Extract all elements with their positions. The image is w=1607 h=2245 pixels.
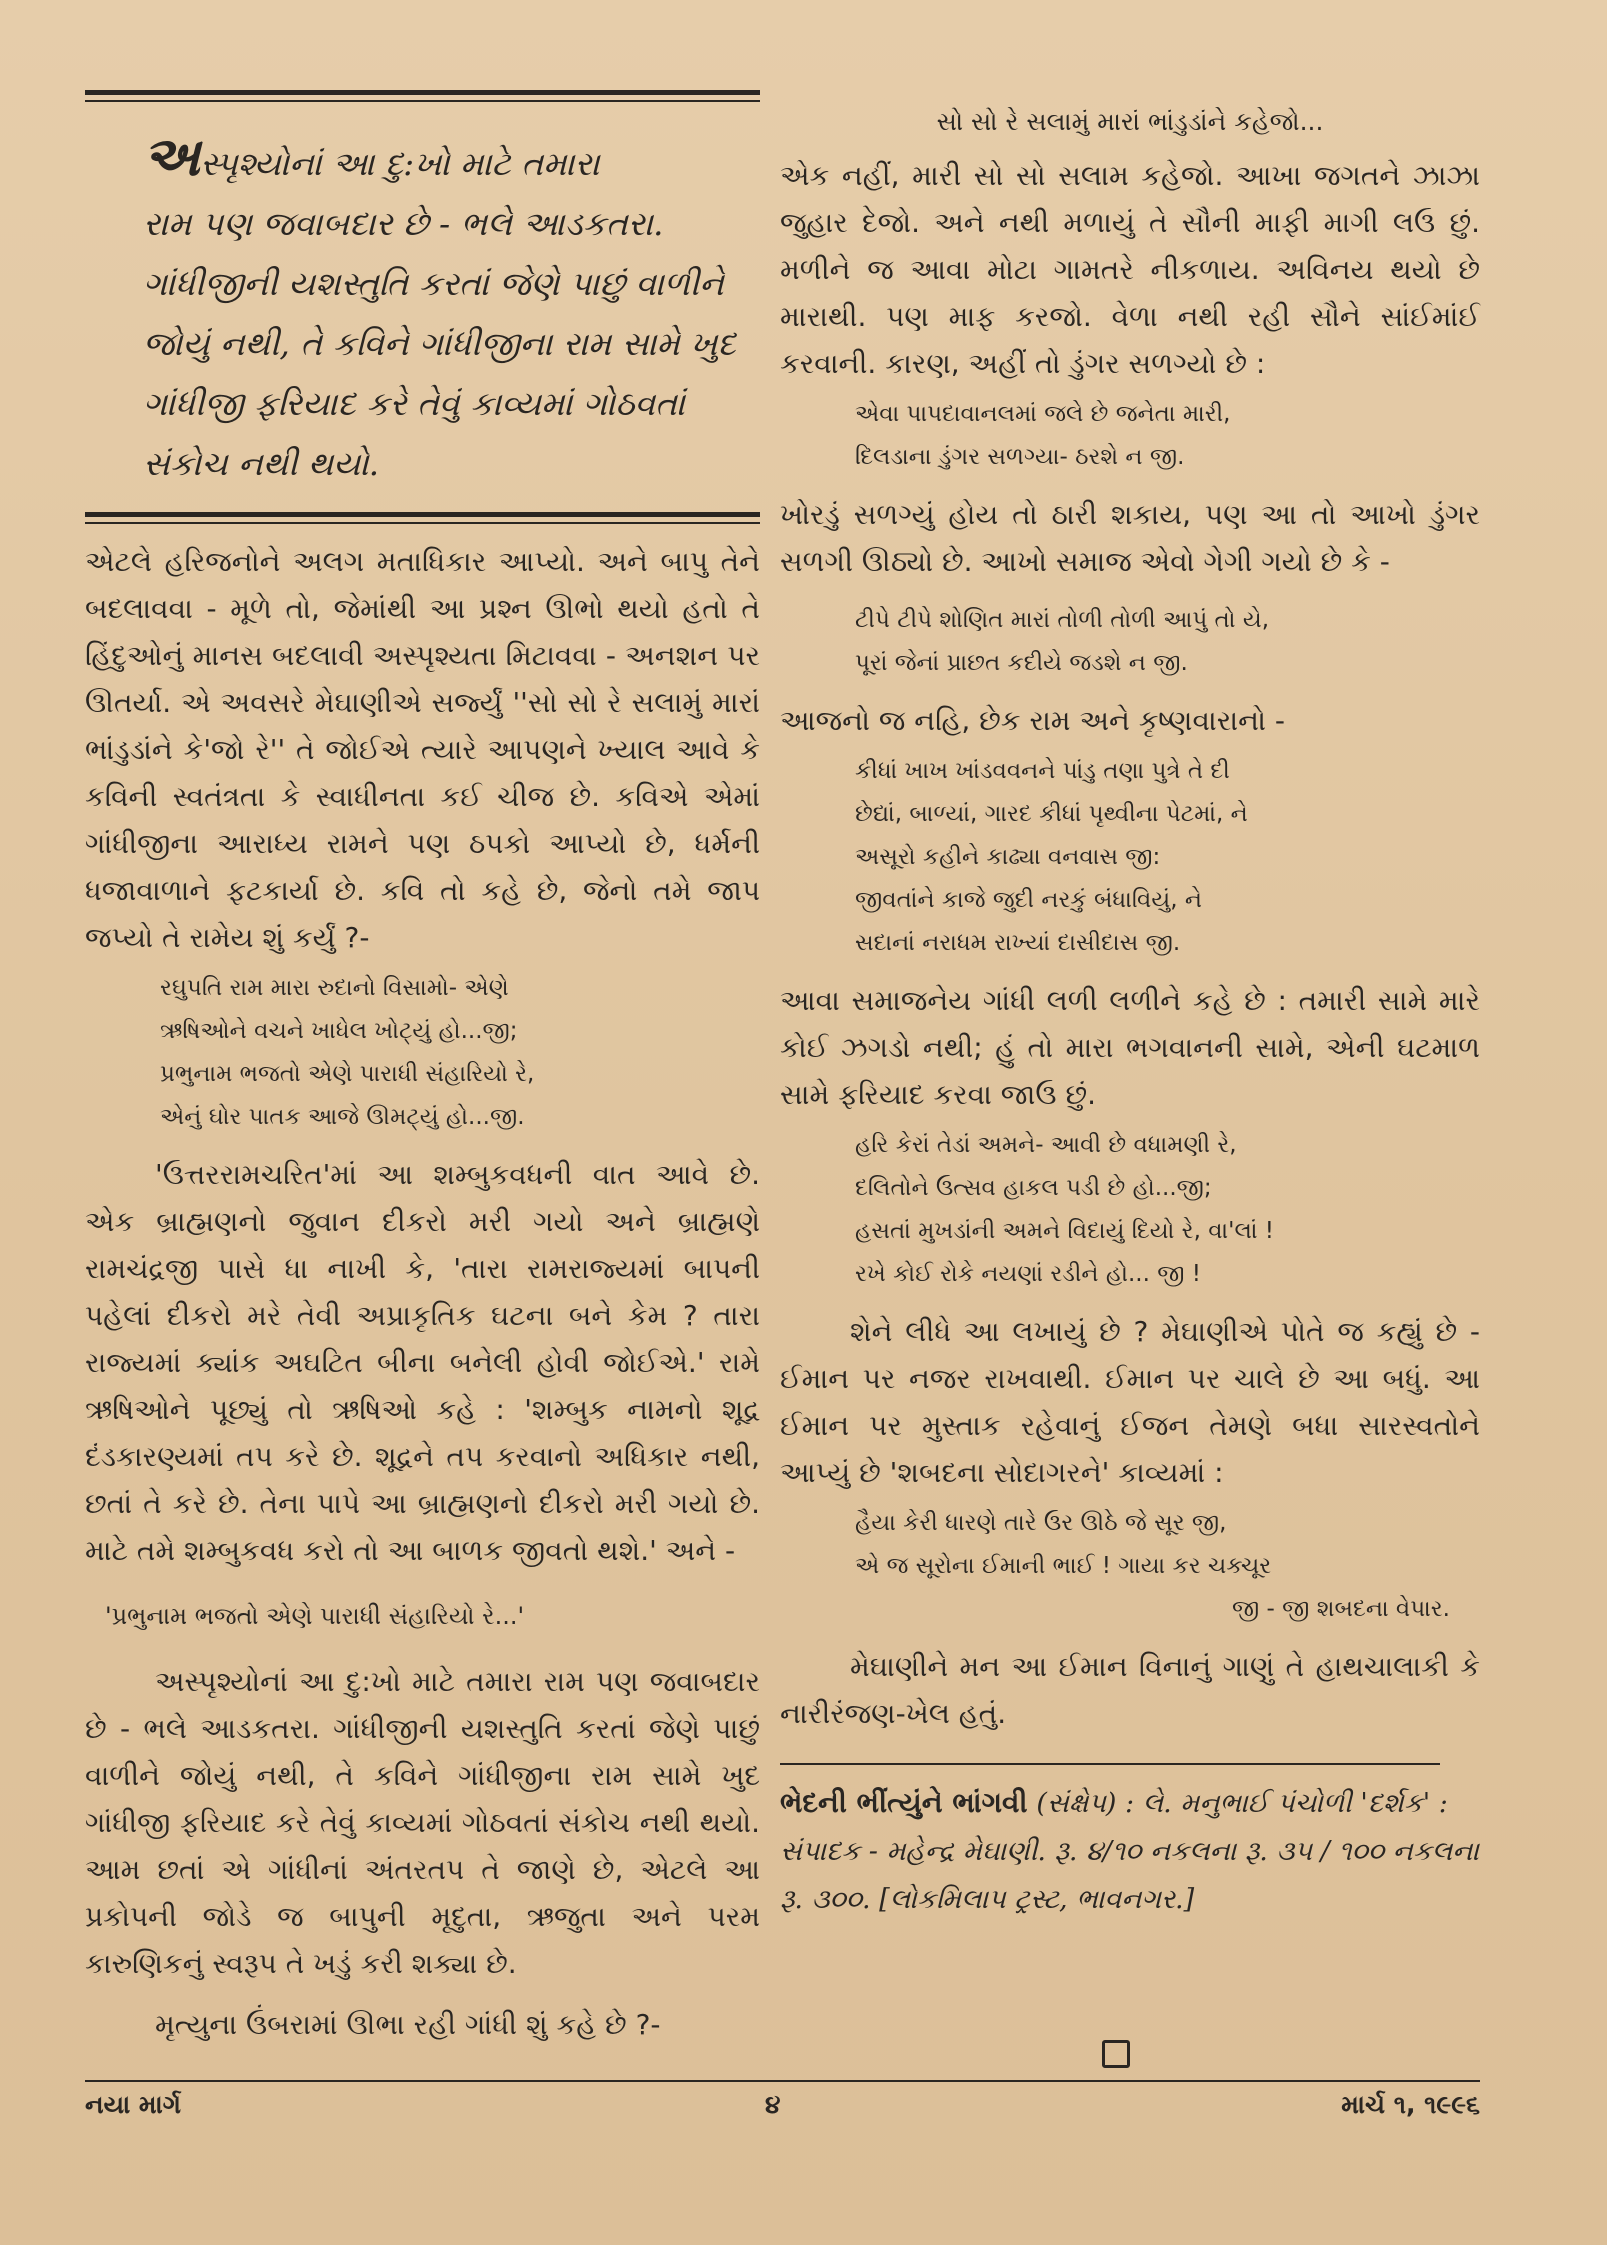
pull-quote-line: ગાંધીજીની યશસ્તુતિ કરતાં જેણે પાછું વાળીને [143,264,724,303]
left-column [85,90,760,2048]
magazine-name: નયા માર્ગ [85,2090,181,2119]
verse-line: હૈયા કેરી ધારણે તારે ઉર ઊઠે જે સૂર જી, [855,1510,1227,1536]
verse-line: એ જ સૂરોના ઈમાની ભાઈ ! ગાયા કર ચક્ચૂર [855,1553,1272,1579]
paragraph: આજનો જ નહિ, છેક રામ અને કૃષ્ણવારાનો - [780,704,1285,737]
paragraph: એટલે હરિજનોને અલગ મતાધિકાર આપ્યો. અને બાપુ તેને બદલાવવા - મૂળે તો, જેમાંથી આ પ્રશ્ન ઊભો થયો હતો તે હિંદુઓનું માનસ બદલાવી અસ્પૃશ્યતા મિટાવવા - અનશન પર ઊતર્યા. એ અવસરે મેઘાણીએ સર્જ્યું ''સો સો રે સલામું મારાં ભાંડુડાંને કે'જો રે'' તે જોઈએ ત્યારે આપણને ખ્યાલ આવે કે કવિની સ્વતંત્રતા કે સ્વાધીનતા કઈ ચીજ છે. કવિએ એમાં ગાંધીજીના આરાધ્ય રામને પણ ઠપકો આપ્યો છે, ધર્મની ધજાવાળાને ફટકાર્યા છે. કવિ તો કહે છે, જેનો તમે જાપ જપ્યો તે રામેય શું કર્યું ?- [85,545,760,954]
verse-line: હસતાં મુખડાંની અમને વિદાયું દિયો રે, વા'લાં ! [855,1218,1275,1244]
verse [780,1502,1480,1631]
verse-line: દિલડાના ડુંગર સળગ્યા- ઠરશે ન જી. [855,444,1185,470]
verse [780,750,1480,965]
verse-line: ઋષિઓને વચને ખાધેલ ખોટ્યું હો...જી; [160,1018,518,1044]
paragraph: 'ઉત્તરરામચરિત'માં આ શમ્બુકવધની વાત આવે છે. એક બ્રાહ્મણનો જુવાન દીકરો મરી ગયો અને બ્રાહ્મણે રામચંદ્રજી પાસે ધા નાખી કે, 'તારા રામરાજ્યમાં બાપની પહેલાં દીકરો મરે તેવી અપ્રાકૃતિક ઘટના બને કેમ ? તારા રાજ્યમાં ક્યાંક અઘટિત બીના બનેલી હોવી જોઈએ.' રામે ઋષિઓને પૂછ્યું તો ઋષિઓ કહે : 'શમ્બુક નામનો શૂદ્ર દંડકારણ્યમાં તપ કરે છે. શૂદ્રને તપ કરવાનો અધિકાર નથી, છતાં તે કરે છે. તેના પાપે આ બ્રાહ્મણનો દીકરો મરી ગયો છે. માટે તમે શમ્બુકવધ કરો તો આ બાળક જીવતો થશે.' અને - [85,1158,760,1567]
verse-line: દલિતોને ઉત્સવ હાકલ પડી છે હો...જી; [855,1175,1212,1201]
paragraph: શેને લીધે આ લખાયું છે ? મેઘાણીએ પોતે જ કહ્યું છે - ઈમાન પર નજર રાખવાથી. ઈમાન પર ચાલે છે આ બધું. આ ઈમાન પર મુસ્તાક રહેવાનું ઈજન તેમણે બધા સારસ્વતોને આપ્યું છે 'શબદના સોદાગરને' કાવ્યમાં : [780,1315,1480,1489]
pull-quote-line: ગાંધીજી ફરિયાદ કરે તેવું કાવ્યમાં ગોઠવતાં [143,384,685,423]
verse-line: છેદ્યાં, બાળ્યાં, ગારદ કીધાં પૃથ્વીના પેટમાં, ને [855,801,1248,827]
verse-line: એનું ઘોર પાતક આજે ઊમટ્યું હો...જી. [160,1104,525,1130]
verse-line: હરિ કેરાં તેડાં અમને- આવી છે વધામણી રે, [855,1132,1237,1158]
book-title: ભેદની ભીંત્યુંને ભાંગવી [780,1786,1028,1819]
page-number: ૪ [765,2090,781,2119]
pull-quote-top-rule [85,90,760,102]
paragraph: અસ્પૃશ્યોનાં આ દુ:ખો માટે તમારા રામ પણ જવાબદાર છે - ભલે આડકતરા. ગાંધીજીની યશસ્તુતિ કરતાં જેણે પાછું વાળીને જોયું નથી, તે કવિને ગાંધીજીના રામ સામે ખુદ ગાંધીજી ફરિયાદ કરે તેવું કાવ્યમાં ગોઠવતાં સંકોચ નથી થયો. આમ છતાં એ ગાંધીનાં અંતરતપ તે જાણે છે, એટલે આ પ્રકોપની જોડે જ બાપુની મૃદુતા, ઋજુતા અને પરમ કારુણિકનું સ્વરૂપ તે ખડું કરી શક્યા છે. [85,1665,760,1980]
book-details: (સંક્ષેપ) : લે. મનુભાઈ પંચોળી 'દર્શક' : સંપાદક - મહેન્દ્ર મેઘાણી. રૂ. ૪/૧૦ નકલના રૂ. ૩૫ / ૧૦૦ નકલના રૂ. ૩૦૦. [લોકમિલાપ ટ્રસ્ટ, ભાવનગર.] [780,1788,1479,1915]
quote-line: 'પ્રભુનામ ભજતો એણે પારાધી સંહારિયો રે...' [105,1602,525,1630]
verse-line: પૂરાં જેનાં પ્રાછત કદીયે જડશે ન જી. [855,650,1188,676]
pull-quote-line: રામ પણ જવાબદાર છે - ભલે આડકતરા. [143,204,664,243]
verse-line: રઘુપતિ રામ મારા રુદાનો વિસામો- એણે [160,975,509,1001]
verse-line: પ્રભુનામ ભજતો એણે પારાધી સંહારિયો રે, [160,1061,535,1087]
verse-line: રખે કોઈ રોકે નયણાં રડીને હો... જી ! [855,1261,1202,1287]
verse [85,967,760,1139]
verse-line: અસૂરો કહીને કાઢ્યા વનવાસ જી: [855,844,1161,870]
issue-date: માર્ચ ૧, ૧૯૯૬ [1341,2090,1480,2119]
verse-line: કીધાં ખાખ ખાંડવવનને પાંડુ તણા પુત્રે તે દી [855,758,1230,784]
pull-quote-initial: અ [143,124,200,188]
pull-quote [85,102,760,512]
verse [780,599,1480,685]
verse [780,393,1480,479]
verse-line: જીવતાંને કાજે જુદી નરકું બંધાવિયું, ને [855,887,1202,913]
verse-line: સદાનાં નરાધમ રાખ્યાં દાસીદાસ જી. [855,930,1181,956]
book-reference [780,1779,1480,1923]
pull-quote-line: જોયું નથી, તે કવિને ગાંધીજીના રામ સામે ખુદ [143,324,736,363]
verse-heading: સો સો રે સલામું મારાં ભાંડુડાંને કહેજો... [936,107,1324,136]
paragraph: ખોરડું સળગ્યું હોય તો ઠારી શકાય, પણ આ તો આખો ડુંગર સળગી ઊઠ્યો છે. આખો સમાજ એવો ગેગી ગયો છે કે - [780,498,1480,578]
verse-line: જી - જી શબદના વેપાર. [1231,1596,1450,1622]
verse [780,1124,1480,1296]
page-footer [85,2080,1480,2119]
paragraph: મૃત્યુના ઉંબરામાં ઊભા રહી ગાંધી શું કહે છે ?- [155,2008,661,2041]
pull-quote-line: સંકોચ નથી થયો. [143,444,380,483]
end-mark-icon [1102,2040,1130,2068]
pull-quote-bottom-rule [85,512,760,524]
verse-line: એવા પાપદાવાનલમાં જલે છે જનેતા મારી, [855,401,1231,427]
paragraph: એક નહીં, મારી સો સો સલામ કહેજો. આખા જગતને ઝાઝા જુહાર દેજો. અને નથી મળાયું તે સૌની માફી માગી લઉ છું. મળીને જ આવા મોટા ગામતરે નીકળાય. અવિનય થયો છે મારાથી. પણ માફ કરજો. વેળા નથી રહી સૌને સાંઈમાંઈ કરવાની. કારણ, અહીં તો ડુંગર સળગ્યો છે : [780,159,1480,380]
paragraph: આવા સમાજનેય ગાંધી લળી લળીને કહે છે : તમારી સામે મારે કોઈ ઝગડો નથી; હું તો મારા ભગવાનની સામે, એની ઘટમાળ સામે ફરિયાદ કરવા જાઉ છું. [780,984,1480,1111]
right-column [780,100,1480,1923]
paragraph: મેઘાણીને મન આ ઈમાન વિનાનું ગાણું તે હાથચાલાકી કે નારીરંજણ-ખેલ હતું. [780,1650,1480,1730]
pull-quote-line: સ્પૃશ્યોનાં આ દુ:ખો માટે તમારા [199,144,600,183]
verse-line: ટીપે ટીપે શોણિત મારાં તોળી તોળી આપું તો યે, [855,607,1270,633]
biblio-rule [780,1763,1440,1765]
